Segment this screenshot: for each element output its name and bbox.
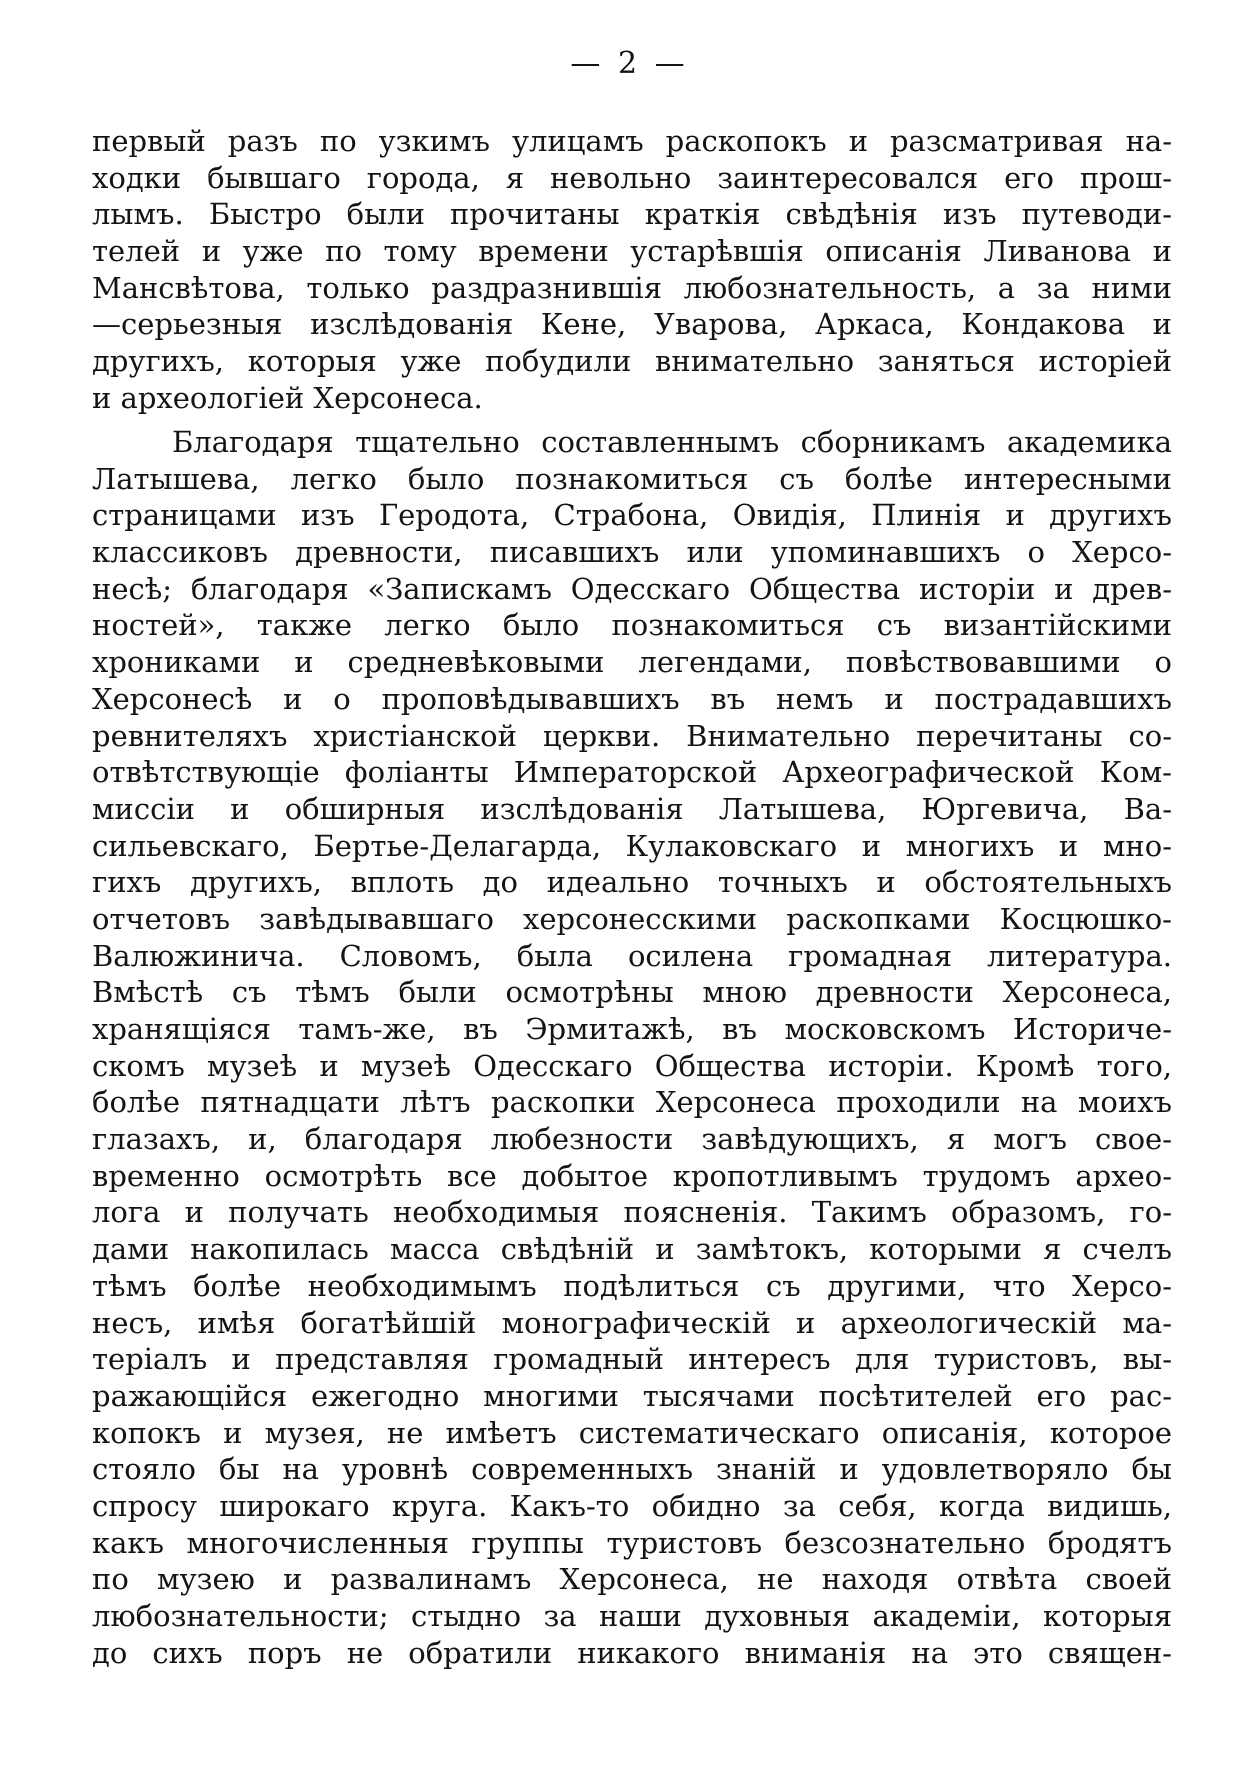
text-line: Валюжинича. Словомъ, была осилена громадная литература. [92,938,1172,973]
text-line: и археологіей Херсонеса. [92,380,483,415]
text-line: страницами изъ Геродота, Страбона, Овидія, Плинія и другихъ [92,498,1172,533]
text-line: —серьезныя изслѣдованія Кене, Уварова, Аркаса, Кондакова и [92,307,1172,342]
text-line: до сихъ поръ не обратили никакого вниманія на это священ- [92,1635,1172,1670]
text-line: глазахъ, и, благодаря любезности завѣдующихъ, я могъ свое- [92,1122,1172,1157]
text-line: классиковъ древности, писавшихъ или упоминавшихъ о Херсо- [92,535,1172,570]
text-line: ревнителяхъ христіанской церкви. Внимательно перечитаны со- [92,718,1172,753]
text-line: ностей», также легко было познакомиться съ византійскими [92,608,1172,643]
text-line: Херсонесѣ и о проповѣдывавшихъ въ немъ и пострадавшихъ [92,681,1172,716]
text-line: несъ, имѣя богатѣйшій монографическій и археологическій ма- [92,1305,1172,1340]
text-line: ходки бывшаго города, я невольно заинтересовался его прош- [92,160,1172,195]
paragraph-1 [92,123,1172,417]
text-line: любознательности; стыдно за наши духовныя академіи, которыя [92,1599,1172,1633]
text-line: другихъ, которыя уже побудили внимательно заняться исторіей [92,344,1172,379]
text-line: отчетовъ завѣдывавшаго херсонесскими раскопками Косцюшко- [92,901,1172,936]
text-line: Латышева, легко было познакомиться съ болѣе интересными [92,461,1172,496]
text-line: ражающійся ежегодно многими тысячами посѣтителей его рас- [92,1378,1172,1413]
text-line: копокъ и музея, не имѣетъ систематическаго описанія, которое [92,1415,1172,1450]
text-line: дами накопилась масса свѣдѣній и замѣтокъ, которыми я счелъ [92,1232,1172,1267]
text-line: Мансвѣтова, только раздразнившія любознательность, а за ними [92,270,1172,305]
text-line: лымъ. Быстро были прочитаны краткія свѣдѣнія изъ путеводи- [92,197,1172,232]
text-line: хрониками и средневѣковыми легендами, повѣствовавшими о [92,645,1172,680]
text-line: гихъ другихъ, вплоть до идеально точныхъ и обстоятельныхъ [92,865,1172,900]
text-line: временно осмотрѣть все добытое кропотливымъ трудомъ архео- [92,1158,1172,1193]
paragraph-2 [92,424,1172,1671]
text-line: стояло бы на уровнѣ современныхъ знаній и удовлетворяло бы [92,1452,1172,1487]
text-line: Благодаря тщательно составленнымъ сборникамъ академика [172,425,1172,459]
text-line: болѣе пятнадцати лѣтъ раскопки Херсонеса проходили на моихъ [92,1085,1172,1120]
text-line: первый разъ по узкимъ улицамъ раскопокъ и разсматривая на- [92,124,1172,158]
text-line: тѣмъ болѣе необходимымъ подѣлиться съ другими, что Херсо- [92,1268,1172,1303]
text-line: какъ многочисленныя группы туристовъ безсознательно бродятъ [92,1525,1172,1560]
text-line: миссіи и обширныя изслѣдованія Латышева, Юргевича, Ва- [92,791,1172,826]
page-number: — 2 — [570,46,689,81]
text-line: телей и уже по тому времени устарѣвшія описанія Ливанова и [92,234,1172,269]
text-line: отвѣтствующіе фоліанты Императорской Археографической Ком- [92,755,1172,790]
text-line: несѣ; благодаря «Запискамъ Одесскаго Общества исторіи и древ- [92,571,1172,606]
text-line: хранящіяся тамъ-же, въ Эрмитажѣ, въ московскомъ Историче- [92,1012,1172,1046]
text-line: по музею и развалинамъ Херсонеса, не находя отвѣта своей [92,1562,1172,1597]
text-line: спросу широкаго круга. Какъ-то обидно за себя, когда видишь, [92,1488,1172,1523]
text-line: лога и получать необходимыя поясненія. Такимъ образомъ, го- [92,1195,1172,1230]
text-line: сильевскаго, Бертье-Делагарда, Кулаковскаго и многихъ и мно- [92,828,1172,863]
text-line: скомъ музеѣ и музеѣ Одесскаго Общества исторіи. Кромѣ того, [92,1048,1172,1083]
text-line: теріалъ и представляя громадный интересъ для туристовъ, вы- [92,1342,1172,1377]
text-line: Вмѣстѣ съ тѣмъ были осмотрѣны мною древности Херсонеса, [92,975,1172,1010]
